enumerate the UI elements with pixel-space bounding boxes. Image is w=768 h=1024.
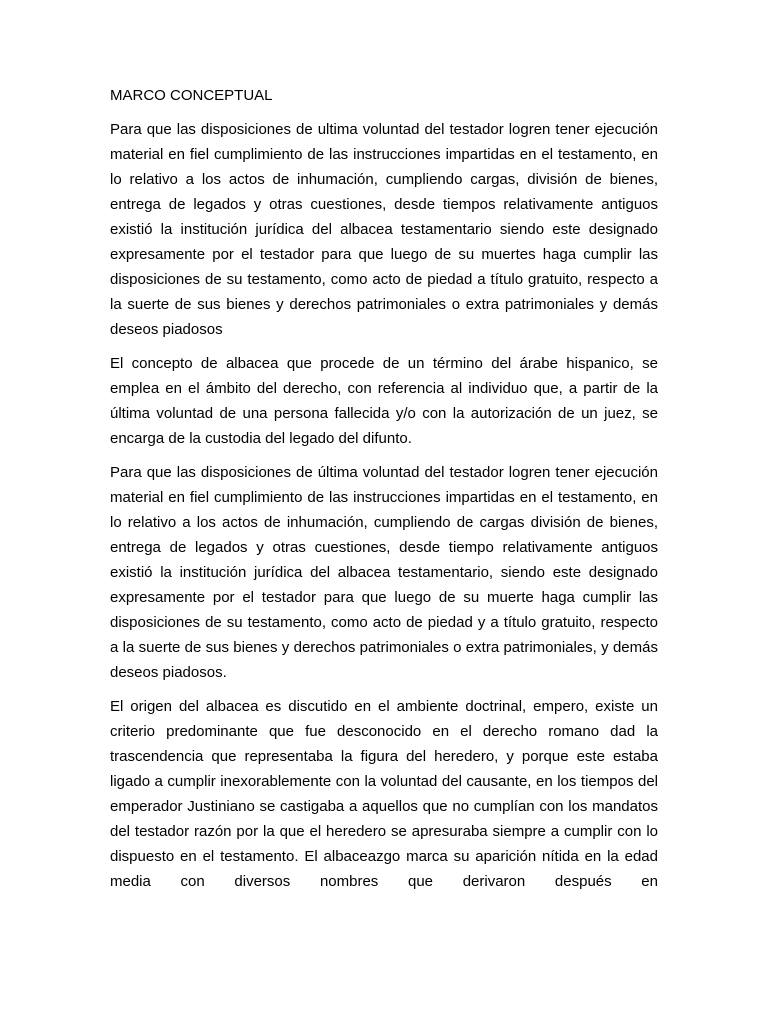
document-body (110, 83, 658, 903)
paragraph-3: Para que las disposiciones de última voluntad del testador logren tener ejecución material en fiel cumplimiento de las instrucciones impartidas en el testamento, en lo relativo a los actos de inhumación, cumpliendo de cargas división de bienes, entrega de legados y otras cuestiones, desde tiempo relativamente antiguos existió la institución jurídica del albacea testamentario, siendo este designado expresamente por el testador para que luego de su muerte haga cumplir las disposiciones de su testamento, como acto de piedad y a título gratuito, respecto a la suerte de sus bienes y derechos patrimoniales o extra patrimoniales, y demás deseos piadosos. (110, 464, 658, 681)
paragraph-4: El origen del albacea es discutido en el ambiente doctrinal, empero, existe un criterio predominante que fue desconocido en el derecho romano dad la trascendencia que representaba la figura del heredero, y porque este estaba ligado a cumplir inexorablemente con la voluntad del causante, en los tiempos del emperador Justiniano se castigaba a aquellos que no cumplían con los mandatos del testador razón por la que el heredero se apresuraba siempre a cumplir con lo dispuesto en el testamento. El albaceazgo marca su aparición nítida en la edad media con diversos nombres que derivaron después en (110, 698, 658, 890)
paragraph-2: El concepto de albacea que procede de un término del árabe hispanico, se emplea en el ámbito del derecho, con referencia al individuo que, a partir de la última voluntad de una persona fallecida y/o con la autorización de un juez, se encarga de la custodia del legado del difunto. (110, 355, 658, 447)
document-title: MARCO CONCEPTUAL (110, 87, 273, 104)
paragraph-1: Para que las disposiciones de ultima voluntad del testador logren tener ejecución material en fiel cumplimiento de las instrucciones impartidas en el testamento, en lo relativo a los actos de inhumación, cumpliendo cargas, división de bienes, entrega de legados y otras cuestiones, desde tiempos relativamente antiguos existió la institución jurídica del albacea testamentario siendo este designado expresamente por el testador para que luego de su muertes haga cumplir las disposiciones de su testamento, como acto de piedad a título gratuito, respecto a la suerte de sus bienes y derechos patrimoniales o extra patrimoniales y demás deseos piadosos (110, 121, 658, 338)
